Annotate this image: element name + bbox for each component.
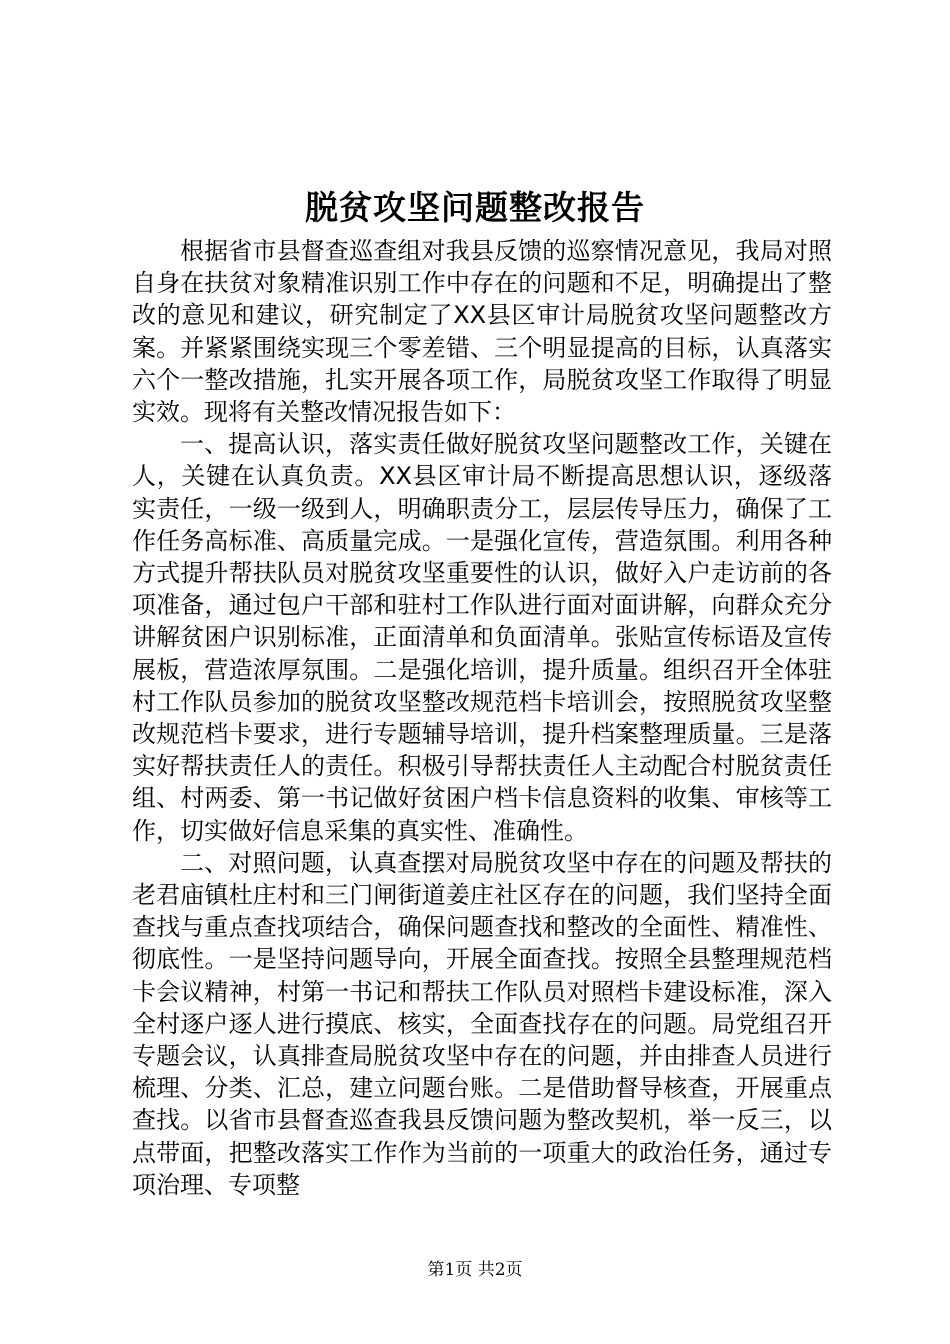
paragraph-intro: 根据省市县督查巡查组对我县反馈的巡察情况意见，我局对照自身在扶贫对象精准识别工作中存在的问题和不足，明确提出了整改的意见和建议，研究制定了XX县区审计局脱贫攻坚问题整改方案。并紧紧围绕实现三个零差错、三个明显提高的目标，认真落实六个一整改措施，扎实开展各项工作，局脱贫攻坚工作取得了明显实效。现将有关整改情况报告如下：	[132, 237, 832, 427]
page-number-footer: 第1页 共2页	[427, 1260, 523, 1280]
paragraph-section-1: 一、提高认识，落实责任做好脱贫攻坚问题整改工作，关键在人，关键在认真负责。XX县区审计局不断提高思想认识，逐级落实责任，一级一级到人，明确职责分工，层层传导压力，确保了工作任务高标准、高质量完成。一是强化宣传，营造氛围。利用各种方式提升帮扶队员对脱贫攻坚重要性的认识，做好入户走访前的各项准备，通过包户干部和驻村工作队进行面对面讲解，向群众充分讲解贫困户识别标准，正面清单和负面清单。张贴宣传标语及宣传展板，营造浓厚氛围。二是强化培训，提升质量。组织召开全体驻村工作队员参加的脱贫攻坚整改规范档卡培训会，按照脱贫攻坚整改规范档卡要求，进行专题辅导培训，提升档案整理质量。三是落实好帮扶责任人的责任。积极引导帮扶责任人主动配合村脱贫责任组、村两委、第一书记做好贫困户档卡信息资料的收集、审核等工作，切实做好信息采集的真实性、准确性。	[132, 430, 832, 845]
document-title: 脱贫攻坚问题整改报告	[305, 188, 645, 227]
document-body	[132, 235, 832, 1201]
paragraph-section-2: 二、对照问题，认真查摆对局脱贫攻坚中存在的问题及帮扶的老君庙镇杜庄村和三门闸街道姜庄社区存在的问题，我们坚持全面查找与重点查找项结合，确保问题查找和整改的全面性、精准性、彻底性。一是坚持问题导向，开展全面查找。按照全县整理规范档卡会议精神，村第一书记和帮扶工作队员对照档卡建设标准，深入全村逐户逐人进行摸底、核实，全面查找存在的问题。局党组召开专题会议，认真排查局脱贫攻坚中存在的问题，并由排查人员进行梳理、分类、汇总，建立问题台账。二是借助督导核查，开展重点查找。以省市县督查巡查我县反馈问题为整改契机，举一反三，以点带面，把整改落实工作作为当前的一项重大的政治任务，通过专项治理、专项整	[132, 848, 832, 1199]
